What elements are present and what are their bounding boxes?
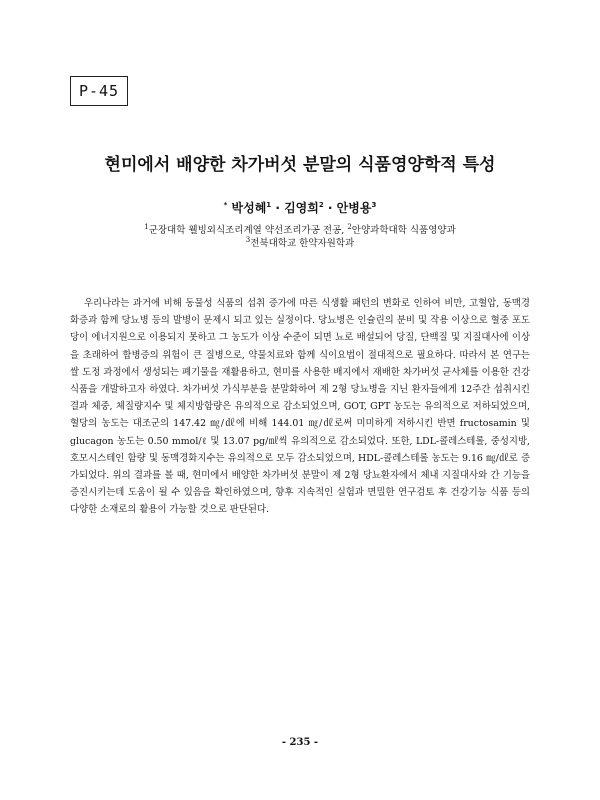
author-1: 박성혜: [231, 201, 267, 215]
affiliation-line-2: [0, 234, 600, 250]
author-separator: ·: [323, 201, 337, 215]
poster-code-box: [70, 76, 128, 106]
author-2: 김영희: [284, 201, 319, 215]
author-separator: ·: [271, 201, 285, 215]
affiliation-marker: 1: [144, 223, 149, 231]
author-3: 안병용: [336, 201, 372, 215]
corresponding-marker: *: [223, 201, 228, 209]
poster-code: P-45: [78, 82, 120, 100]
author-3-affil: 3: [371, 201, 377, 209]
page-number: - 235 -: [281, 737, 319, 748]
affiliation-1: 군장대학 웰빙외식조리계열 약선조리가공 전공,: [148, 225, 348, 237]
author-2-affil: 2: [318, 201, 324, 209]
abstract-body: 우리나라는 과거에 비해 동물성 식품의 섭취 증가에 따른 식생활 패턴의 변화로 인하여 비만, 고혈압, 동맥경화증과 함께 당뇨병 등의 발병이 문제시 되고 있는 실정이다. 당뇨병은 인슐린의 분비 및 작용 이상으로 혈중 포도당이 에너지원으로 이용되지 못하고 그 농도가 이상 수준이 되면 뇨로 배설되어 당질, 단백질 및 지질대사에 이상을 초래하여 합병증의 위험이 큰 질병으로, 약물치료와 함께 식이요법이 절대적으로 필요하다. 따라서 본 연구는 쌀 도정 과정에서 생성되는 폐기물을 재활용하고, 현미를 사용한 배지에서 재배한 차가버섯 균사체를 이용한 건강식품을 개발하고자 하였다. 차가버섯 가식부분을 분말화하여 제 2형 당뇨병을 지닌 환자들에게 12주간 섭취시킨 결과 체중, 체질량지수 및 체지방함량은 유의적으로 감소되었으며, GOT, GPT 농도는 유의적으로 저하되었으며, 혈당의 농도는 대조군의 147.42 ㎎/㎗에 비해 144.01 ㎎/㎗로써 미미하게 저하시킨 반면 fructosamin 및 glucagon 농도는 0.50 mmol/ℓ 및 13.07 pg/㎖씩 유의적으로 감소되었다. 또한, LDL-콜레스테롤, 중성지방, 호모시스테인 함량 및 동맥경화지수는 유의적으로 모두 감소되었으며, HDL-콜레스테롤 농도는 9.16 ㎎/㎗로 증가되었다. 위의 결과를 볼 때, 현미에서 배양한 차가버섯 분말이 제 2형 당뇨환자에서 체내 지질대사와 간 기능을 증진시키는데 도움이 될 수 있음을 확인하였으며, 향후 지속적인 실험과 면밀한 연구검토 후 건강기능 식품 등의 다양한 소재로의 활용이 가능할 것으로 판단된다.: [70, 298, 530, 516]
affiliation-marker: 3: [245, 236, 251, 244]
paper-title: 현미에서 배양한 차가버섯 분말의 식품영양학적 특성: [104, 155, 496, 175]
author-line: [0, 199, 600, 216]
author-1-affil: 1: [266, 201, 272, 209]
affiliation-marker: 2: [347, 223, 352, 231]
affiliation-2: 안양과학대학 식품영양과: [351, 225, 456, 237]
affiliation-3: 전북대학교 한약자원학과: [250, 238, 355, 250]
